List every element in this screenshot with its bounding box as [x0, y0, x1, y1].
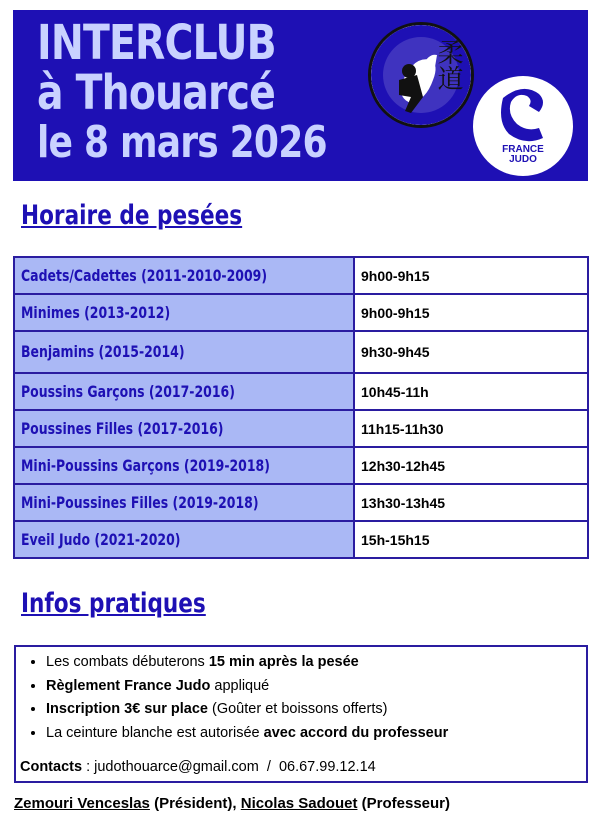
contacts-line: Contacts : judothouarce@gmail.com / 06.67.99.12.14: [20, 759, 376, 775]
table-row: [14, 373, 588, 410]
schedule-heading: Horaire de pesées: [21, 200, 243, 231]
category-cell: Poussines Filles (2017-2016): [21, 418, 224, 438]
time-cell: 11h15-11h30: [354, 410, 588, 447]
category-cell: Mini-Poussines Filles (2019-2018): [21, 492, 259, 512]
president-name: Zemouri Venceslas: [14, 795, 150, 812]
time-cell: 13h30-13h45: [354, 484, 588, 521]
table-row: [14, 257, 588, 294]
contacts-label: Contacts: [20, 759, 83, 775]
event-title: [37, 15, 327, 168]
table-row: [14, 447, 588, 484]
time-cell: 9h00-9h15: [354, 294, 588, 331]
category-cell: Benjamins (2015-2014): [21, 342, 185, 361]
category-cell: Minimes (2013-2012): [21, 302, 171, 322]
contact-phone[interactable]: 06.67.99.12.14: [278, 759, 376, 775]
header-banner: [13, 10, 588, 181]
table-row: [14, 484, 588, 521]
table-row: [14, 294, 588, 331]
list-item: • La ceinture blanche est autorisée avec accord du professeur: [46, 722, 448, 746]
judo-kanji: 柔道: [433, 39, 463, 91]
info-list: [16, 651, 448, 745]
list-item: • Les combats débuterons 15 min après la pesée: [46, 651, 448, 675]
weigh-in-schedule-table: [13, 256, 589, 559]
table-row: [14, 410, 588, 447]
france-judo-mark-icon: [473, 76, 573, 146]
title-line-3: le 8 mars 2026: [37, 117, 327, 168]
title-line-1: INTERCLUB: [37, 15, 276, 71]
teacher-name: Nicolas Sadouet: [240, 795, 358, 812]
time-cell: 9h30-9h45: [354, 331, 588, 373]
category-cell: Eveil Judo (2021-2020): [21, 529, 181, 549]
contact-email[interactable]: judothouarce@gmail.com: [94, 759, 259, 775]
title-line-2: à Thouarcé: [37, 65, 275, 121]
table-row: [14, 331, 588, 373]
time-cell: 10h45-11h: [354, 373, 588, 410]
table-row: [14, 521, 588, 558]
practical-info-box: [14, 645, 588, 783]
time-cell: 9h00-9h15: [354, 257, 588, 294]
category-cell: Poussins Garçons (2017-2016): [21, 381, 235, 401]
list-item: • Règlement France Judo appliqué: [46, 675, 448, 699]
list-item: • Inscription 3€ sur place (Goûter et boissons offerts): [46, 698, 448, 722]
time-cell: 15h-15h15: [354, 521, 588, 558]
info-heading: Infos pratiques: [21, 588, 206, 619]
judo-club-logo: [368, 22, 474, 128]
signature-line: Zemouri Venceslas (Président), Nicolas Sadouet (Professeur): [14, 795, 450, 812]
time-cell: 12h30-12h45: [354, 447, 588, 484]
category-cell: Cadets/Cadettes (2011-2010-2009): [21, 265, 268, 285]
category-cell: Mini-Poussins Garçons (2019-2018): [21, 455, 270, 475]
france-judo-text: FRANCE JUDO: [502, 144, 544, 165]
france-judo-logo: [473, 76, 573, 176]
